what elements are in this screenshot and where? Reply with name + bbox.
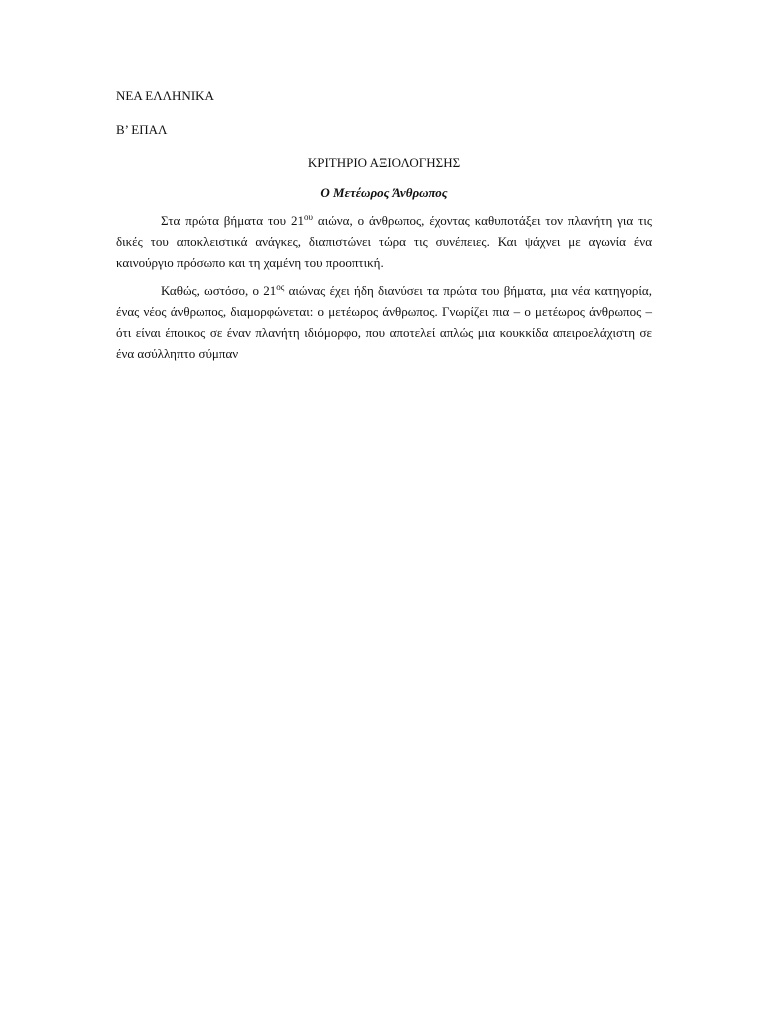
paragraph-1	[116, 211, 652, 273]
document-body	[116, 86, 652, 373]
essay-title: Ο Μετέωρος Άνθρωπος	[320, 184, 448, 200]
test-title: ΚΡΙΤΗΡΙΟ ΑΞΙΟΛΟΓΗΣΗΣ	[307, 155, 461, 170]
paragraph-2-start: Καθώς, ωστόσο, ο 21	[161, 283, 277, 299]
class-heading: Β’ ΕΠΑΛ	[116, 121, 168, 137]
paragraph-2-rest: αιώνας έχει ήδη διανύσει τα πρώτα του βήματα, μια νέα κατηγορία, ένας νέος άνθρωπος, διαμορφώνεται: ο μετέωρος άνθρωπος. Γνωρίζει πια – ο μετέωρος άνθρωπος – ότι είναι έποικος σε έναν πλανήτη ιδιόμορφο, που αποτελεί απλώς μια κουκκίδα απειροελάχιστη σε ένα ασύλληπτο σύμπαν	[116, 283, 652, 361]
subject-heading: ΝΕΑ ΕΛΛΗΝΙΚΑ	[116, 88, 214, 103]
paragraph-2-ordinal-suffix: ος	[276, 282, 285, 293]
paragraph-1-rest: αιώνα, ο άνθρωπος, έχοντας καθυποτάξει τον πλανήτη για τις δικές του αποκλειστικά ανάγκες, διαπιστώνει τώρα τις συνέπειες. Και ψάχνει με αγωνία ένα καινούργιο πρόσωπο και τη χαμένη του προοπτική.	[116, 213, 652, 270]
paragraph-1-ordinal-suffix: ου	[304, 212, 313, 222]
paragraph-2	[116, 281, 652, 364]
paragraph-1-start: Στα πρώτα βήματα του 21	[161, 213, 305, 228]
